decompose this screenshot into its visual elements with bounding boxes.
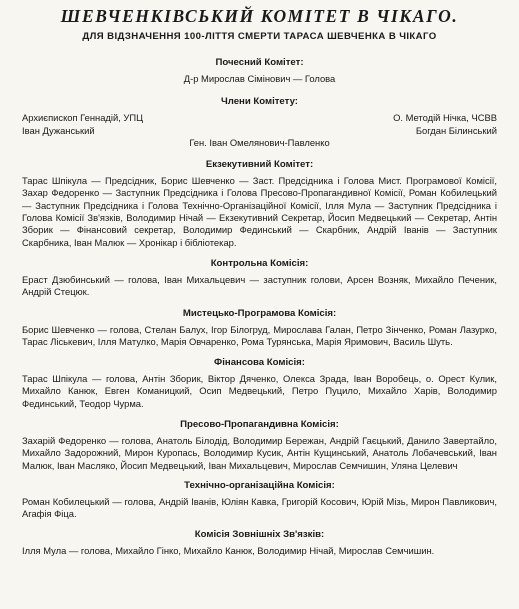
document-subtitle: ДЛЯ ВІДЗНАЧЕННЯ 100-ЛІТТЯ СМЕРТИ ТАРАСА ШЕВЧЕНКА В ЧІКАГО: [82, 31, 437, 42]
members-columns: [22, 112, 497, 137]
honorary-line: Д-р Мирослав Сімінович — Голова: [183, 73, 336, 84]
finance-commission-heading: Фінансова Комісія:: [214, 357, 305, 369]
external-relations-commission-text: Ілля Мула — голова, Михайло Гінко, Михайло Канюк, Володимир Нічай, Мирослав Семчишин.: [22, 544, 435, 556]
executive-committee-text: Тарас Шпікула — Предсідник, Борис Шевченко — Заст. Предсідника і Голова Мист. Програмової Комісії, Захар Федоренко — Заступник Предсідника і Голова Пресово-Пропагандивної Комісії, Роман Кобилецький — Заступник Предсідника і Голова Технічно-Організаційної Комісії, Ілля Мула — Заступник Предсідника і Голова Комісії Зв'язків, Володимир Нічай — Екзекутивний Секретар, Йосип Медвецький — Секретар, Антін Зборик — Фінансовий секретар, Володимир Фединський — Скарбник, Андрій Іванів — Заступник Скарбника, Іван Малюк — Хронікар і бібліотекар.: [22, 175, 497, 248]
member-name: О. Методій Нічка, ЧСВВ: [393, 112, 497, 124]
member-name: Архиєпископ Геннадій, УПЦ: [22, 112, 144, 124]
press-commission-heading: Пресово-Пропагандивна Комісія:: [180, 419, 339, 431]
member-name-centered: Ген. Іван Омелянович-Павленко: [189, 136, 330, 148]
arts-program-commission-text: Борис Шевченко — голова, Стелан Балух, Ігор Білогруд, Мирослава Галан, Петро Зінченко, Роман Лазурко, Тарас Ліськевич, Ілля Матулко, Марія Овчаренко, Рома Турянська, Марія Яримович, Василь Шуть.: [22, 323, 497, 347]
technical-commission-text: Роман Кобилецький — голова, Андрій Іванів, Юліян Кавка, Григорій Косович, Юрій Мізь, Мирон Павликович, Агафія Фіца.: [22, 495, 497, 520]
technical-commission-heading: Технічно-організаційна Комісія:: [184, 479, 335, 491]
member-name: Іван Дужанський: [22, 124, 95, 136]
members-left-column: [22, 112, 143, 137]
finance-commission-text: Тарас Шпікула — голова, Антін Зборик, Віктор Дяченко, Олекса Зрада, Іван Воробець, о. Орест Кулик, Михайло Канюк, Евген Команицкий, Осип Медвецький, Петро Пуцило, Михайло Харів, Володимир Фединський, Теодор Чурма.: [22, 373, 497, 409]
external-relations-commission-heading: Комісія Зовнішніх Зв'язків:: [194, 528, 325, 540]
honorary-heading: Почесний Комітет:: [215, 57, 304, 68]
member-name: Богдан Білинський: [415, 124, 497, 136]
arts-program-commission-heading: Мистецько-Програмова Комісія:: [182, 307, 337, 319]
document-title: ШЕВЧЕНКІВСЬКИЙ КОМІТЕТ В ЧІКАГО.: [60, 6, 459, 26]
control-commission-heading: Контрольна Комісія:: [210, 257, 309, 269]
members-heading: Члени Комітету:: [220, 96, 298, 108]
members-right-column: [393, 112, 497, 137]
press-commission-text: Захарій Федоренко — голова, Анатоль Білодід, Володимир Бережан, Андрій Гаєцький, Данило Завертайло, Михайло Задорожний, Мирон Куропась, Володимир Кусик, Антін Кущинський, Анатоль Лобачевський, Іван Малюк, Іван Масляко, Йосип Медвецький, Іван Михальцевич, Мирослав Семчишин, Уляна Целевич: [22, 435, 497, 471]
control-commission-text: Ераст Дзюбинський — голова, Іван Михальцевич — заступник голови, Арсен Возняк, Михайло Печеник, Андрій Стецюк.: [22, 273, 497, 298]
executive-committee-heading: Екзекутивний Комітет:: [205, 159, 314, 171]
